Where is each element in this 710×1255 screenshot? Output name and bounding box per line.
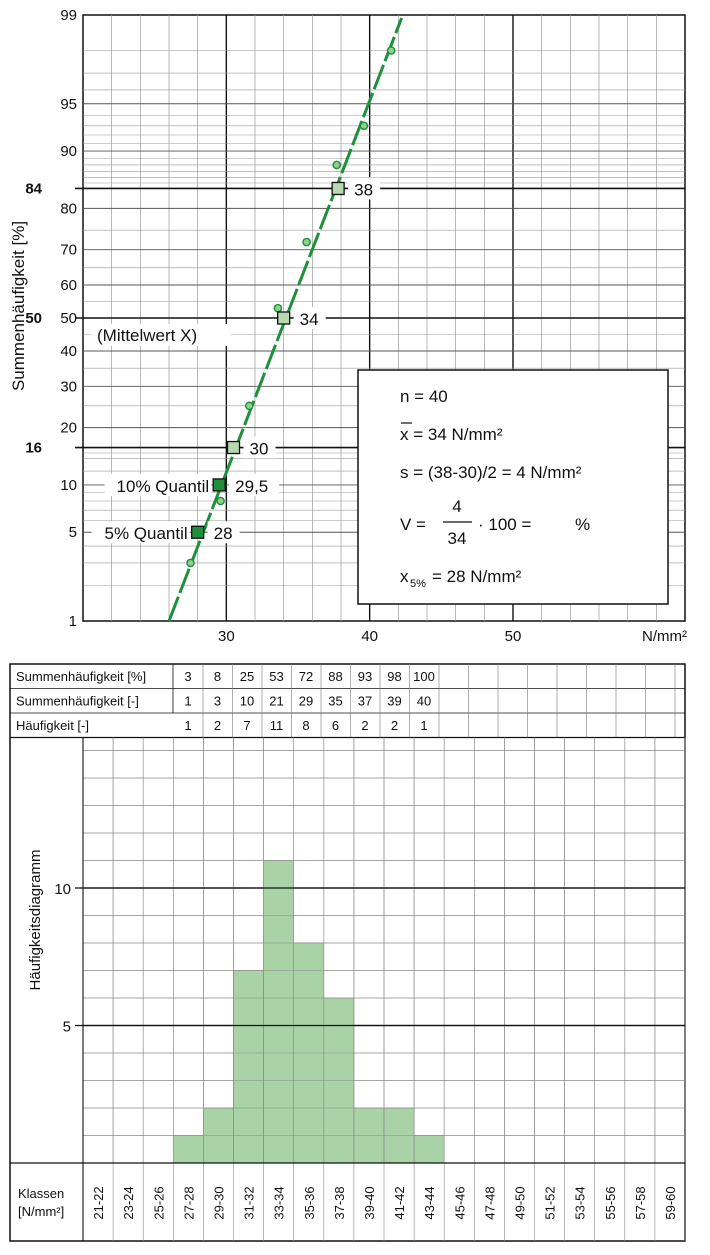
quantile-marker — [278, 312, 290, 324]
y-tick-label: 60 — [60, 277, 77, 295]
histogram — [10, 738, 685, 1242]
y-tick-label: 20 — [60, 419, 77, 437]
class-label: 27-28 — [181, 1186, 197, 1220]
quantile-marker — [192, 526, 204, 538]
info-v-unit: % — [575, 515, 591, 534]
class-label: 29-30 — [211, 1186, 227, 1220]
mean-note: (Mittelwert X) — [97, 326, 198, 345]
value-label: 30 — [249, 439, 269, 459]
y-tick-label: 40 — [60, 342, 77, 360]
info-n: n = 40 — [400, 387, 448, 406]
table-cell: 1 — [184, 693, 192, 709]
histogram-axis-label: Häufigkeitsdiagramm — [27, 849, 44, 991]
info-quantile-value: = 28 N/mm² — [432, 567, 522, 586]
table-row-label: Häufigkeit [-] — [16, 718, 89, 733]
table-cell: 3 — [184, 669, 192, 684]
y-tick-label-bold: 84 — [25, 180, 42, 198]
y-tick-label: 10 — [60, 476, 77, 494]
y-axis-label: Summenhäufigkeit [%] — [9, 220, 28, 392]
y-tick-label: 70 — [60, 241, 77, 259]
y-tick-label-bold: 16 — [25, 439, 42, 457]
quantile-note: 5% Quantil — [104, 524, 188, 544]
class-label: 43-44 — [422, 1186, 438, 1220]
class-label: 21-22 — [91, 1186, 107, 1220]
class-label: 47-48 — [482, 1186, 498, 1220]
quantile-marker — [332, 182, 344, 194]
table-cell: 2 — [390, 718, 399, 733]
value-label: 34 — [299, 310, 319, 329]
table-cell: 21 — [269, 693, 284, 709]
y-tick-label: 5 — [68, 524, 77, 542]
value-label: 28 — [213, 524, 233, 544]
class-label: 41-42 — [392, 1186, 408, 1220]
data-point — [333, 161, 340, 168]
table-cell: 37 — [357, 693, 373, 709]
quantile-marker — [228, 442, 240, 454]
info-quantile-subscript: 5% — [410, 578, 426, 590]
quantile-note: 10% Quantil — [116, 476, 210, 496]
x-tick-label: 30 — [217, 628, 235, 645]
data-point — [217, 497, 224, 504]
class-label: 49-50 — [512, 1186, 528, 1220]
table-cell: 8 — [302, 718, 310, 733]
data-point — [360, 122, 367, 129]
class-label: 25-26 — [151, 1186, 167, 1220]
table-cell: 98 — [387, 669, 402, 684]
histogram-y-tick: 5 — [62, 1018, 71, 1036]
table-cell: 1 — [184, 718, 192, 733]
table-cell: 93 — [357, 669, 373, 684]
table-cell: 39 — [387, 693, 402, 709]
table-cell: 10 — [239, 693, 255, 709]
class-label: 51-52 — [542, 1186, 558, 1220]
info-v-denominator: 34 — [447, 529, 467, 548]
y-tick-label-bold: 50 — [25, 310, 42, 327]
y-tick-label: 50 — [60, 310, 77, 327]
data-point — [274, 305, 281, 312]
table-row-label: Summenhäufigkeit [%] — [16, 669, 147, 684]
histogram-bar — [264, 861, 294, 1164]
info-v-prefix: V = — [400, 515, 426, 534]
table-cell: 7 — [243, 718, 251, 733]
class-label: 39-40 — [361, 1186, 377, 1220]
table-cell: 2 — [361, 718, 369, 733]
table-cell: 6 — [331, 718, 340, 733]
table-cell: 1 — [420, 718, 428, 733]
classes-unit: [N/mm²] — [18, 1204, 65, 1219]
info-v-suffix: · 100 = — [478, 515, 532, 534]
class-label: 37-38 — [331, 1186, 347, 1220]
table-cell: 2 — [213, 718, 222, 733]
y-tick-label: 95 — [60, 95, 77, 113]
data-point — [187, 559, 194, 566]
value-label: 29,5 — [235, 476, 269, 496]
table-cell: 88 — [328, 669, 343, 684]
data-point — [388, 47, 395, 54]
y-tick-label: 1 — [68, 613, 77, 630]
y-tick-label: 99 — [60, 7, 77, 24]
histogram-bar — [414, 1136, 444, 1164]
table-cell: 11 — [269, 718, 284, 733]
class-label: 45-46 — [452, 1186, 468, 1220]
table-cell: 72 — [298, 669, 314, 684]
table-cell: 35 — [328, 693, 343, 709]
class-label: 33-34 — [271, 1186, 287, 1220]
table-cell: 100 — [413, 669, 435, 684]
table-cell: 8 — [213, 669, 222, 684]
info-quantile-x: x — [400, 567, 409, 586]
x-tick-label: 50 — [504, 628, 522, 645]
class-label: 57-58 — [632, 1186, 648, 1220]
class-label: 59-60 — [662, 1186, 678, 1220]
class-label: 55-56 — [602, 1186, 618, 1220]
table-row-label: Summenhäufigkeit [-] — [16, 693, 139, 709]
table-cell: 29 — [298, 693, 314, 709]
info-mean: x = 34 N/mm² — [400, 425, 503, 444]
table-cell: 40 — [416, 693, 432, 709]
classes-label: Klassen — [18, 1186, 65, 1201]
class-label: 53-54 — [572, 1186, 588, 1220]
class-label: 23-24 — [121, 1186, 137, 1220]
histogram-y-tick: 10 — [54, 881, 71, 898]
y-tick-label: 80 — [60, 200, 77, 218]
y-tick-label: 90 — [60, 143, 77, 161]
table-cell: 53 — [269, 669, 284, 684]
x-unit-label: N/mm² — [642, 628, 687, 645]
histogram-bar — [173, 1136, 203, 1164]
info-v-numerator: 4 — [452, 497, 462, 516]
table-cell: 25 — [239, 669, 255, 684]
value-label: 38 — [354, 180, 374, 200]
table-cell: 3 — [213, 693, 222, 709]
info-std: s = (38-30)/2 = 4 N/mm² — [400, 463, 582, 482]
class-label: 31-32 — [241, 1186, 257, 1220]
y-tick-label: 30 — [60, 378, 77, 396]
histogram-bar — [234, 971, 264, 1164]
class-label: 35-36 — [301, 1186, 317, 1220]
data-point — [246, 402, 253, 409]
data-point — [303, 238, 310, 245]
quantile-marker — [213, 479, 225, 491]
x-tick-label: 40 — [361, 628, 379, 645]
